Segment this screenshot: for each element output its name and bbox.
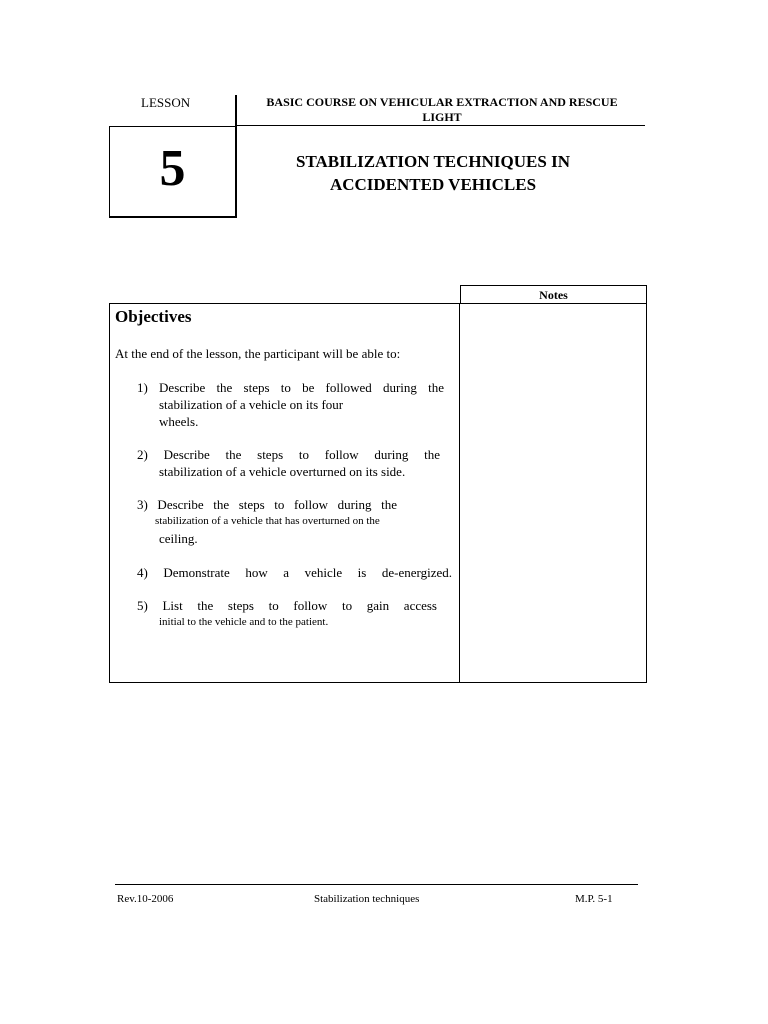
objective-3-line1: 3) Describe the steps to follow during the bbox=[137, 497, 397, 512]
lesson-title-line2: ACCIDENTED VEHICLES bbox=[329, 175, 537, 194]
objective-1-line1: 1) Describe the steps to be followed during the bbox=[137, 380, 444, 395]
objective-1-line3: wheels. bbox=[159, 414, 199, 429]
objective-item-3 bbox=[137, 496, 437, 547]
course-title-line2: LIGHT bbox=[422, 110, 462, 124]
footer-page-number: M.P. 5-1 bbox=[575, 893, 613, 905]
objective-item-5 bbox=[137, 597, 437, 631]
objective-3-line2: stabilization of a vehicle that has overturned on the bbox=[155, 515, 380, 527]
lesson-number: 5 bbox=[159, 140, 186, 197]
lesson-number-box bbox=[109, 126, 237, 218]
course-title bbox=[242, 95, 642, 125]
objective-5-line2: initial to the vehicle and to the patient. bbox=[159, 616, 329, 628]
lesson-title-line1: STABILIZATION TECHNIQUES IN bbox=[296, 152, 570, 171]
objective-3-line3: ceiling. bbox=[159, 531, 198, 546]
objective-1-line2: stabilization of a vehicle on its four bbox=[159, 397, 344, 412]
notes-header: Notes bbox=[460, 285, 647, 304]
course-title-line1: BASIC COURSE ON VEHICULAR EXTRACTION AND RESCUE bbox=[266, 95, 618, 109]
lesson-label: LESSON bbox=[141, 95, 191, 110]
header-divider-vertical bbox=[235, 95, 237, 127]
objectives-heading: Objectives bbox=[115, 307, 192, 326]
objective-2-line2: stabilization of a vehicle overturned on its side. bbox=[159, 464, 406, 479]
objectives-table bbox=[109, 303, 647, 683]
footer-section-title: Stabilization techniques bbox=[314, 893, 420, 905]
objective-5-line1: 5) List the steps to follow to gain access bbox=[137, 598, 437, 613]
objective-item-2 bbox=[137, 446, 440, 480]
objective-2-line1: 2) Describe the steps to follow during the bbox=[137, 447, 440, 462]
notes-column-divider bbox=[459, 304, 460, 682]
objective-item-1 bbox=[137, 379, 444, 430]
lesson-title bbox=[258, 150, 608, 196]
objective-item-4 bbox=[137, 564, 452, 581]
footer-revision: Rev.10-2006 bbox=[117, 893, 174, 905]
objective-4-line1: 4) Demonstrate how a vehicle is de-energized. bbox=[137, 565, 452, 580]
header-divider-horizontal bbox=[236, 125, 645, 126]
footer-rule bbox=[115, 884, 638, 885]
objectives-intro: At the end of the lesson, the participant will be able to: bbox=[115, 346, 401, 361]
